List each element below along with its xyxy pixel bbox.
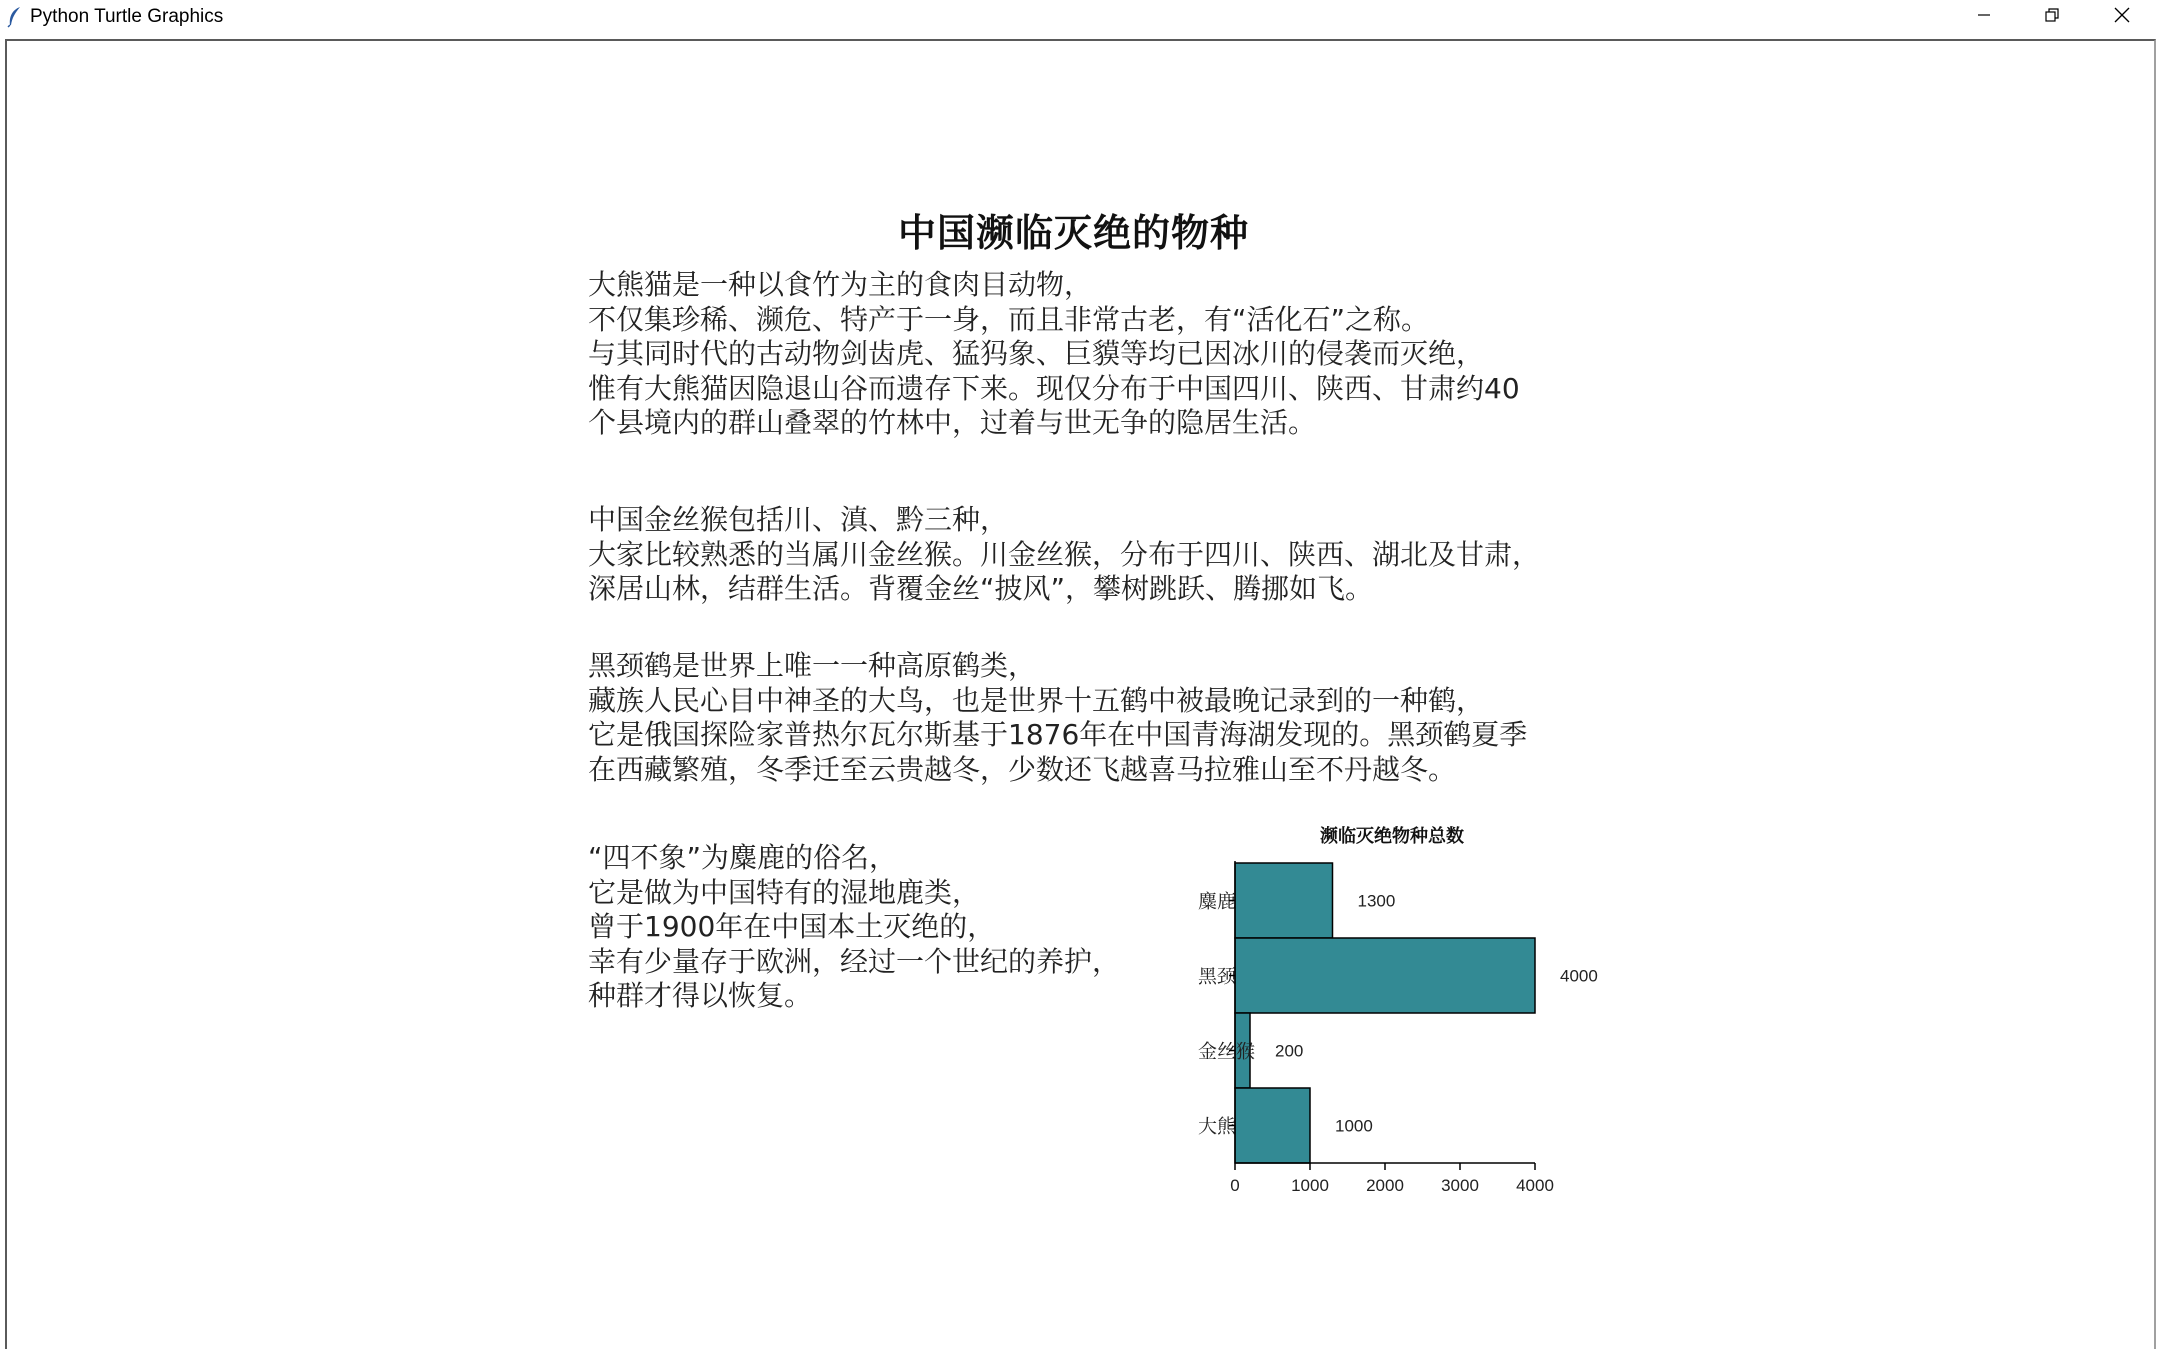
text-line: 不仅集珍稀、濒危、特产于一身，而且非常古老，有“活化石”之称。 [588,302,1430,336]
close-button[interactable] [2088,0,2156,34]
x-tick-label: 3000 [1441,1176,1479,1195]
text-line: 曾于1900年在中国本土灭绝的， [588,910,996,943]
data-label: 1300 [1357,891,1396,911]
minimize-icon [1976,7,1992,27]
minimize-button[interactable] [1950,0,2018,34]
text-line: “四不象”为麋鹿的俗名， [588,841,898,874]
text-line: 藏族人民心目中神圣的大鸟，也是世界十五鹤中被最晚记录到的一种鹤， [588,683,1485,717]
paragraph-black-necked-crane [588,649,1527,787]
x-tick-label: 2000 [1366,1176,1404,1195]
y-tick-label: 麋鹿 [1198,890,1237,913]
text-line: 黑颈鹤是世界上唯一一种高原鹤类， [588,649,1037,682]
y-tick-label: 金丝猴 [1198,1040,1256,1063]
text-line: 与其同时代的古动物剑齿虎、猛犸象、巨貘等均已因冰川的侵袭而灭绝， [588,337,1485,370]
window-title: Python Turtle Graphics [30,6,224,27]
chart-bar [1235,938,1535,1013]
text-line: 深居山林，结群生活。背覆金丝“披风”，攀树跳跃、腾挪如飞。 [588,572,1374,605]
x-tick-label: 4000 [1516,1176,1554,1195]
x-tick-label: 1000 [1291,1176,1329,1195]
y-tick-label: 黑颈 [1198,965,1237,988]
text-line: 大熊猫是一种以食竹为主的食肉目动物， [588,268,1093,301]
text-line: 它是俄国探险家普热尔瓦尔斯基于1876年在中国青海湖发现的。黑颈鹤夏季 [588,718,1528,751]
y-tick-label: 大熊 [1198,1115,1237,1138]
title-bar[interactable] [0,0,2160,36]
text-line: 大家比较熟悉的当属川金丝猴。川金丝猴，分布于四川、陕西、湖北及甘肃， [588,537,1541,571]
data-label: 4000 [1560,966,1598,986]
paragraph-pere-davids-deer [588,841,1120,1014]
text-line: 在西藏繁殖，冬季迁至云贵越冬，少数还飞越喜马拉雅山至不丹越冬。 [588,752,1457,786]
chart-bar [1235,863,1333,938]
text-line: 个县境内的群山叠翠的竹林中，过着与世无争的隐居生活。 [588,406,1317,439]
restore-icon [2044,7,2060,27]
data-label: 1000 [1335,1116,1373,1136]
text-line: 种群才得以恢复。 [588,979,813,1012]
paragraph-panda [588,268,1520,441]
close-icon [2113,6,2131,28]
feather-icon [6,6,24,28]
x-tick-label: 0 [1230,1176,1240,1195]
species-bar-chart [1180,818,1620,1208]
text-line: 中国金丝猴包括川、滇、黔三种， [588,503,1009,536]
chart-title: 濒临灭绝物种总数 [1320,826,1464,847]
paragraph-golden-monkey [588,503,1540,607]
data-label: 200 [1275,1041,1304,1061]
text-line: 幸有少量存于欧洲，经过一个世纪的养护， [588,944,1121,978]
text-line: 惟有大熊猫因隐退山谷而遗存下来。现仅分布于中国四川、陕西、甘肃约40 [588,371,1520,405]
text-line: 它是做为中国特有的湿地鹿类， [588,875,981,909]
chart-bar [1235,1088,1310,1163]
page-title: 中国濒临灭绝的物种 [898,210,1250,255]
restore-button[interactable] [2018,0,2086,34]
